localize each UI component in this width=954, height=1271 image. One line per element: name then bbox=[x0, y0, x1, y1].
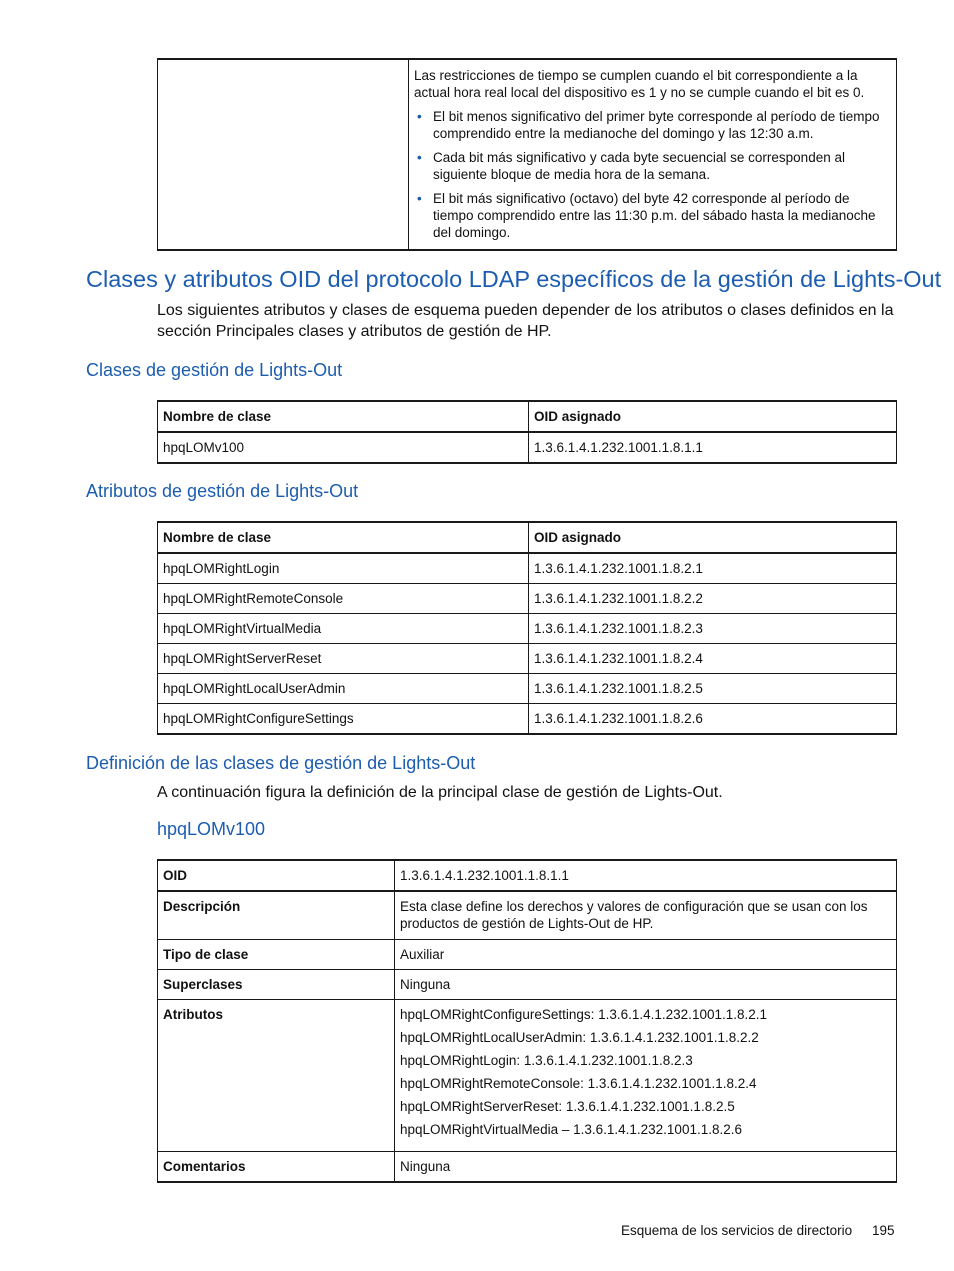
list-item: • Cada bit más significativo y cada byte secuencial se corresponden al siguiente bloque de media hora de la semana. bbox=[433, 149, 890, 183]
list-item: • El bit más significativo (octavo) del byte 42 corresponde al período de tiempo comprendido entre las 11:30 p.m. del sábado hasta la medianoche del domingo. bbox=[433, 190, 890, 241]
table-row bbox=[158, 584, 897, 614]
row-value: 1.3.6.1.4.1.232.1001.1.8.1.1 bbox=[395, 860, 897, 891]
row-label: Atributos bbox=[163, 1007, 223, 1022]
footer-chapter: Esquema de los servicios de directorio bbox=[621, 1223, 853, 1238]
column-header: Nombre de clase bbox=[158, 522, 529, 553]
row-label: Tipo de clase bbox=[163, 947, 249, 962]
restrictions-list bbox=[414, 108, 890, 241]
attributes-list bbox=[395, 1000, 897, 1152]
class-name-cell: hpqLOMRightRemoteConsole bbox=[158, 584, 529, 614]
class-definition-table bbox=[157, 859, 897, 1183]
restrictions-cell bbox=[409, 59, 897, 250]
table-row bbox=[158, 940, 897, 970]
table-row bbox=[158, 860, 897, 891]
list-item: hpqLOMRightVirtualMedia – 1.3.6.1.4.1.232.1001.1.8.2.6 bbox=[400, 1122, 742, 1137]
oid-cell: 1.3.6.1.4.1.232.1001.1.8.2.2 bbox=[529, 584, 897, 614]
oid-cell: 1.3.6.1.4.1.232.1001.1.8.2.4 bbox=[529, 644, 897, 674]
classes-heading: Clases de gestión de Lights-Out bbox=[86, 360, 343, 380]
table-row bbox=[158, 970, 897, 1000]
class-name-cell: hpqLOMRightServerReset bbox=[158, 644, 529, 674]
table-row bbox=[158, 553, 897, 584]
list-item: hpqLOMRightRemoteConsole: 1.3.6.1.4.1.232.1001.1.8.2.4 bbox=[400, 1076, 757, 1091]
table-row bbox=[158, 644, 897, 674]
empty-label-cell bbox=[158, 59, 409, 250]
oid-cell: 1.3.6.1.4.1.232.1001.1.8.1.1 bbox=[529, 432, 897, 463]
table-row bbox=[158, 1000, 897, 1152]
class-name-cell: hpqLOMRightVirtualMedia bbox=[158, 614, 529, 644]
oid-cell: 1.3.6.1.4.1.232.1001.1.8.2.5 bbox=[529, 674, 897, 704]
oid-cell: 1.3.6.1.4.1.232.1001.1.8.2.3 bbox=[529, 614, 897, 644]
list-item: • El bit menos significativo del primer byte corresponde al período de tiempo comprendido entre la medianoche del domingo y las 12:30 a.m. bbox=[433, 108, 890, 142]
row-value: Ninguna bbox=[395, 970, 897, 1000]
class-subheading: hpqLOMv100 bbox=[157, 819, 266, 839]
attributes-heading: Atributos de gestión de Lights-Out bbox=[86, 481, 359, 501]
restrictions-table bbox=[157, 58, 897, 251]
table-row bbox=[158, 891, 897, 940]
page-number: 195 bbox=[872, 1223, 895, 1238]
column-header: OID asignado bbox=[529, 401, 897, 432]
section-title: Clases y atributos OID del protocolo LDAP específicos de la gestión de Lights-Out bbox=[86, 266, 942, 292]
row-value: Auxiliar bbox=[395, 940, 897, 970]
column-header: OID asignado bbox=[529, 522, 897, 553]
definition-intro: A continuación figura la definición de la principal clase de gestión de Lights-Out. bbox=[157, 784, 723, 801]
restrictions-intro: Las restricciones de tiempo se cumplen cuando el bit correspondiente a la actual hora real local del dispositivo es 1 y no se cumple cuando el bit es 0. bbox=[414, 68, 865, 100]
list-item: hpqLOMRightLocalUserAdmin: 1.3.6.1.4.1.232.1001.1.8.2.2 bbox=[400, 1030, 759, 1045]
table-row bbox=[158, 704, 897, 735]
list-item: hpqLOMRightServerReset: 1.3.6.1.4.1.232.1001.1.8.2.5 bbox=[400, 1099, 735, 1114]
column-header: Nombre de clase bbox=[158, 401, 529, 432]
class-name-cell: hpqLOMRightLocalUserAdmin bbox=[158, 674, 529, 704]
table-row bbox=[158, 674, 897, 704]
oid-cell: 1.3.6.1.4.1.232.1001.1.8.2.6 bbox=[529, 704, 897, 735]
class-name-cell: hpqLOMv100 bbox=[158, 432, 529, 463]
row-label: OID bbox=[158, 860, 395, 891]
row-value: Ninguna bbox=[395, 1152, 897, 1183]
table-row bbox=[158, 432, 897, 463]
table-row bbox=[158, 614, 897, 644]
table-row bbox=[158, 1152, 897, 1183]
row-value: Esta clase define los derechos y valores de configuración que se usan con los productos de gestión de Lights-Out de HP. bbox=[395, 891, 897, 940]
list-item: hpqLOMRightLogin: 1.3.6.1.4.1.232.1001.1.8.2.3 bbox=[400, 1053, 693, 1068]
attributes-table bbox=[157, 521, 897, 735]
class-name-cell: hpqLOMRightLogin bbox=[158, 553, 529, 584]
classes-table bbox=[157, 400, 897, 464]
class-name-cell: hpqLOMRightConfigureSettings bbox=[158, 704, 529, 735]
list-item: hpqLOMRightConfigureSettings: 1.3.6.1.4.1.232.1001.1.8.2.1 bbox=[400, 1007, 768, 1022]
oid-cell: 1.3.6.1.4.1.232.1001.1.8.2.1 bbox=[529, 553, 897, 584]
definition-heading: Definición de las clases de gestión de Lights-Out bbox=[86, 753, 476, 773]
row-label: Comentarios bbox=[163, 1159, 246, 1174]
section-intro: Los siguientes atributos y clases de esquema pueden depender de los atributos o clases definidos en la sección Principales clases y atributos de gestión de HP. bbox=[157, 302, 894, 340]
row-label: Superclases bbox=[163, 977, 243, 992]
row-label: Descripción bbox=[163, 899, 241, 914]
